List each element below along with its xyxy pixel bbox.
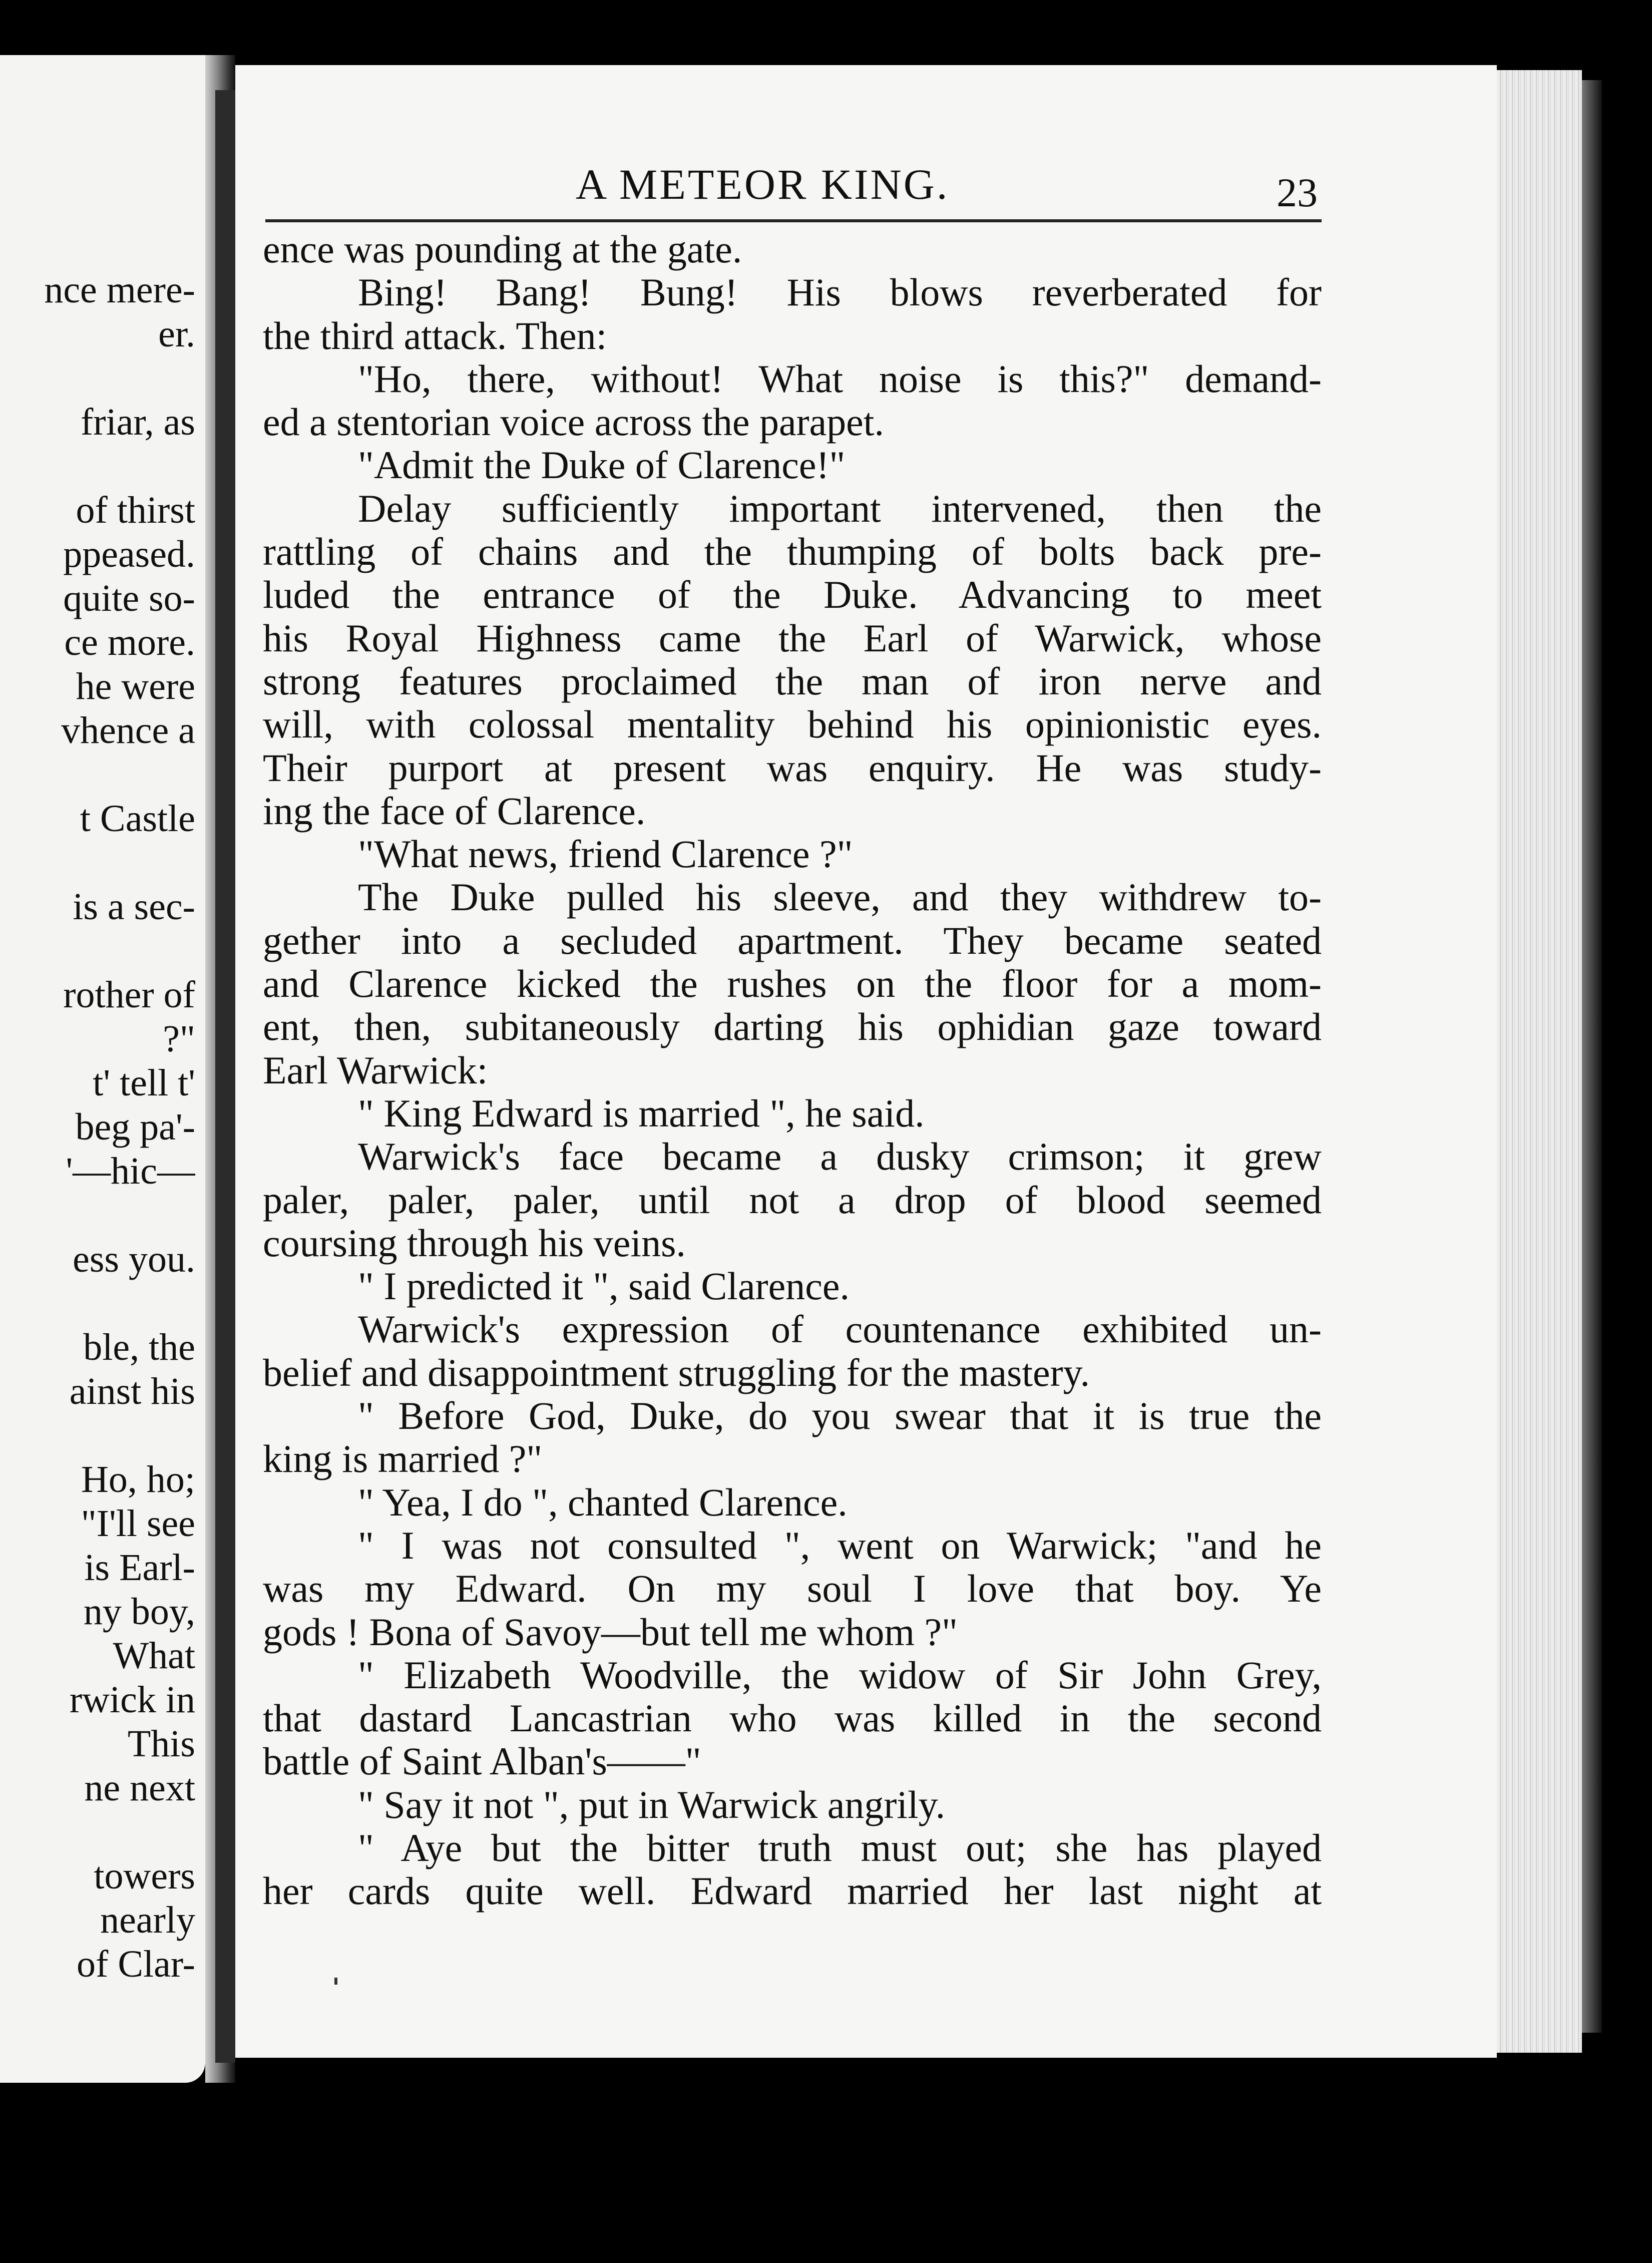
text-line: "What news, friend Clarence ?" xyxy=(358,833,853,876)
text-line: that dastard Lancastrian who was killed in the second xyxy=(263,1697,1322,1740)
previous-page-line: rother of xyxy=(63,974,195,1016)
previous-page-line: nce mere- xyxy=(44,269,195,311)
text-line: the third attack. Then: xyxy=(263,314,607,357)
text-line: rattling of chains and the thumping of bolts back pre- xyxy=(263,530,1322,574)
header-rule xyxy=(265,219,1322,222)
previous-page-line xyxy=(0,929,195,973)
text-line: ed a stentorian voice across the parapet. xyxy=(263,401,884,444)
text-line: gether into a secluded apartment. They became seated xyxy=(263,919,1322,962)
text-line: "Ho, there, without! What noise is this?" demand- xyxy=(358,357,1322,401)
text-line: Warwick's face became a dusky crimson; it grew xyxy=(358,1135,1322,1179)
previous-page-line: ny boy, xyxy=(83,1591,195,1633)
previous-page-line: he were xyxy=(76,665,195,707)
text-line: luded the entrance of the Duke. Advancing to meet xyxy=(263,573,1322,617)
previous-page-line: '—hic— xyxy=(66,1150,195,1192)
text-line: " Yea, I do ", chanted Clarence. xyxy=(358,1480,848,1524)
spine-shadow xyxy=(215,90,235,2063)
text-line: will, with colossal mentality behind his opinionistic eyes. xyxy=(263,703,1322,746)
previous-page-line: What xyxy=(113,1635,195,1677)
text-line: ent, then, subitaneously darting his ophidian gaze toward xyxy=(263,1005,1322,1049)
previous-page-line: rwick in xyxy=(69,1679,195,1721)
running-head-title: A METEOR KING. xyxy=(576,160,950,208)
text-line: Warwick's expression of countenance exhibited un- xyxy=(358,1308,1322,1351)
previous-page-line: er. xyxy=(158,313,195,355)
text-line: ence was pounding at the gate. xyxy=(263,228,742,271)
scan-speck xyxy=(334,1978,337,1985)
text-line: Their purport at present was enquiry. He was study- xyxy=(263,746,1322,790)
previous-page-line: ?" xyxy=(163,1018,195,1060)
previous-page-line: ess you. xyxy=(73,1238,195,1280)
previous-page-line: t Castle xyxy=(80,798,195,840)
previous-page-line: "I'll see xyxy=(81,1502,195,1545)
text-line: " Elizabeth Woodville, the widow of Sir John Grey, xyxy=(358,1653,1322,1697)
text-line: " I predicted it ", said Clarence. xyxy=(358,1265,850,1308)
text-line: " Aye but the bitter truth must out; she has played xyxy=(358,1826,1322,1869)
text-line: " I was not consulted ", went on Warwick; "and he xyxy=(358,1524,1322,1567)
text-line: " Before God, Duke, do you swear that it is true the xyxy=(358,1394,1322,1438)
page-body-text xyxy=(263,228,1322,1913)
previous-page-line: ce more. xyxy=(64,621,195,663)
previous-page-line: of thirst xyxy=(76,489,195,531)
text-line: ing the face of Clarence. xyxy=(263,789,646,833)
text-line: coursing through his veins. xyxy=(263,1221,686,1265)
previous-page-text xyxy=(0,268,195,1986)
text-line: The Duke pulled his sleeve, and they withdrew to- xyxy=(358,876,1322,919)
previous-page-line: vhence a xyxy=(61,709,195,751)
running-head xyxy=(265,154,1317,219)
previous-page-line xyxy=(0,841,195,885)
previous-page-line: ppeased. xyxy=(63,533,195,575)
previous-page-line: quite so- xyxy=(63,577,195,619)
text-line: and Clarence kicked the rushes on the floor for a mom- xyxy=(263,962,1322,1006)
text-line: " Say it not ", put in Warwick angrily. xyxy=(358,1783,946,1826)
previous-page-line xyxy=(0,1810,195,1854)
text-line: her cards quite well. Edward married her last night at xyxy=(263,1869,1322,1913)
previous-page-line: ble, the xyxy=(83,1326,195,1368)
text-line: " King Edward is married ", he said. xyxy=(358,1091,925,1135)
text-line: king is married ?" xyxy=(263,1437,543,1481)
text-line: his Royal Highness came the Earl of Warwick, whose xyxy=(263,616,1322,660)
page-edges xyxy=(1497,70,1582,2053)
previous-page-line: ainst his xyxy=(69,1370,195,1412)
previous-page-line: This xyxy=(127,1723,195,1765)
previous-page-line xyxy=(0,1413,195,1457)
page-number: 23 xyxy=(1277,170,1318,215)
previous-page-line: t' tell t' xyxy=(93,1062,195,1104)
previous-page-line xyxy=(0,1193,195,1237)
text-line: Earl Warwick: xyxy=(263,1048,488,1092)
text-line: was my Edward. On my soul I love that boy. Ye xyxy=(263,1567,1322,1611)
previous-page-line: is Earl- xyxy=(84,1547,195,1589)
previous-page-line: is a sec- xyxy=(73,886,195,928)
text-line: battle of Saint Alban's——" xyxy=(263,1740,701,1783)
text-line: paler, paler, paler, until not a drop of blood seemed xyxy=(263,1178,1322,1222)
previous-page-line xyxy=(0,444,195,488)
previous-page-line xyxy=(0,752,195,797)
previous-page-line: friar, as xyxy=(80,401,195,443)
text-line: belief and disappointment struggling for the mastery. xyxy=(263,1351,1090,1394)
previous-page-line xyxy=(0,1281,195,1325)
previous-page-line xyxy=(0,356,195,400)
previous-page-line: Ho, ho; xyxy=(81,1458,195,1500)
previous-page-line: ne next xyxy=(84,1767,195,1809)
text-line: Bing! Bang! Bung! His blows reverberated for xyxy=(358,271,1322,314)
previous-page-line: of Clar- xyxy=(77,1943,195,1985)
text-line: strong features proclaimed the man of iron nerve and xyxy=(263,659,1322,703)
previous-page-line: nearly xyxy=(100,1899,195,1941)
text-line: "Admit the Duke of Clarence!" xyxy=(358,444,846,487)
previous-page-line: towers xyxy=(94,1855,195,1897)
previous-page-line: beg pa'- xyxy=(75,1106,195,1148)
previous-page xyxy=(0,55,205,2083)
text-line: gods ! Bona of Savoy—but tell me whom ?" xyxy=(263,1610,958,1654)
text-line: Delay sufficiently important intervened, then the xyxy=(358,487,1322,530)
